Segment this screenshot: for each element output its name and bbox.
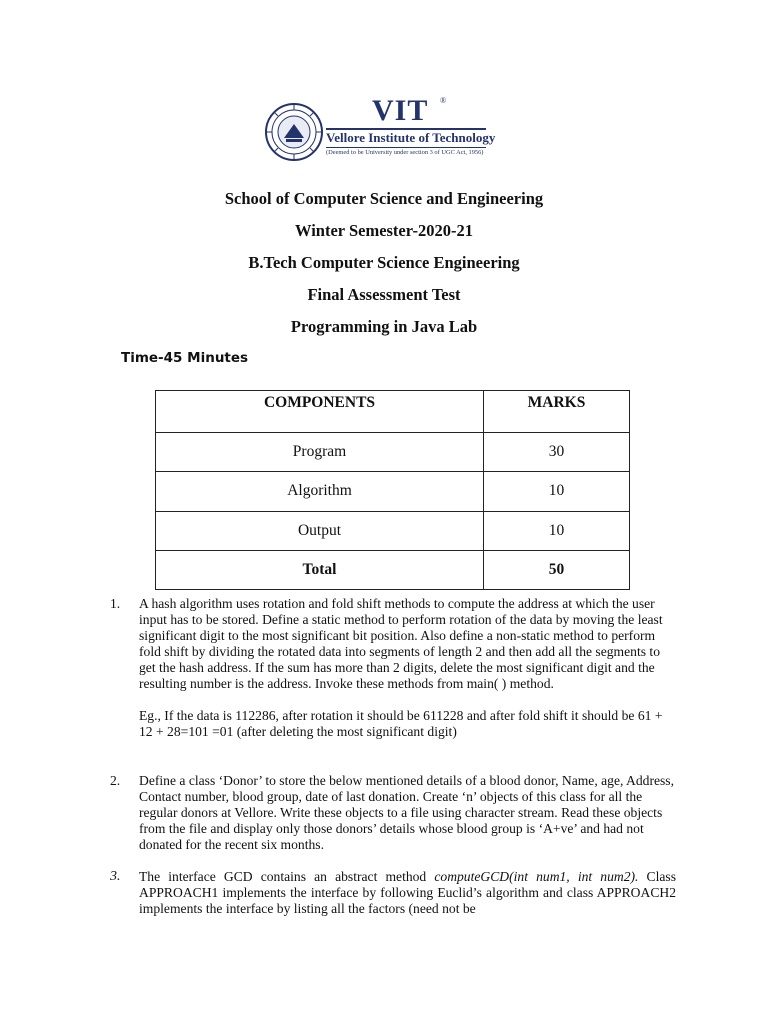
total-label: Total	[156, 550, 484, 589]
vit-wordmark: VIT	[372, 94, 429, 127]
test-heading: Final Assessment Test	[307, 285, 461, 304]
method-signature: computeGCD(int num1, int num2).	[434, 869, 639, 884]
table-row	[156, 433, 630, 472]
table-row	[156, 511, 630, 550]
course-heading: Programming in Java Lab	[290, 317, 478, 336]
question-text-before: The interface GCD contains an abstract method	[139, 869, 435, 884]
question-text: Define a class ‘Donor’ to store the below mentioned details of a blood donor, Name, age, Address, Contact number, blood group, date of last donation. Create ‘n’ objects of this class for all the regular donors at Vellore. Write these objects to a file using character stream. Read these objects from the file and display only those donors’ details whose blood group is ‘A+ve’ and had not donated for the recent six months.	[139, 773, 675, 852]
time-limit: Time-45 Minutes	[121, 350, 249, 366]
semester-heading: Winter Semester-2020-21	[295, 221, 473, 240]
registered-mark: ®	[440, 96, 447, 105]
marks-cell: 10	[484, 511, 630, 550]
marks-table	[155, 390, 630, 590]
table-total-row	[156, 550, 630, 589]
question-text: A hash algorithm uses rotation and fold shift methods to compute the address at which the user input has to be stored. Define a static method to perform rotation of the data by moving the least significant digit to the most significant bit position. Also define a non-static method to perform fold shift by dividing the rotated data into segments of length 2 and then add all the segments to get the hash address. If the sum has more than 2 digits, delete the most significant digit and the resulting number is the address. Invoke these methods from main( ) method.	[139, 596, 663, 691]
question-number: 3.	[110, 869, 121, 884]
marks-cell: 30	[484, 433, 630, 472]
school-heading: School of Computer Science and Engineering	[224, 189, 544, 208]
question-2	[110, 773, 676, 853]
deemed-note: (Deemed to be University under section 3 of UGC Act, 1956)	[326, 149, 484, 156]
total-marks: 50	[484, 550, 630, 589]
table-row	[156, 472, 630, 511]
marks-cell: 10	[484, 472, 630, 511]
header-marks: MARKS	[484, 391, 630, 433]
university-seal-icon	[264, 102, 324, 162]
question-text	[139, 869, 676, 917]
question-number: 2.	[110, 773, 121, 788]
program-heading: B.Tech Computer Science Engineering	[248, 253, 520, 272]
institute-name: Vellore Institute of Technology	[326, 130, 496, 145]
question-1	[110, 596, 676, 740]
component-cell: Output	[156, 511, 484, 550]
component-cell: Program	[156, 433, 484, 472]
question-text-after: Class APPROACH1 implements the interface by following Euclid’s algorithm and class APPROACH2 implements the interface by listing all the factors (need not be	[139, 869, 676, 916]
logo-rule-thin	[326, 147, 486, 148]
header-components: COMPONENTS	[156, 391, 484, 433]
component-cell: Algorithm	[156, 472, 484, 511]
question-example: Eg., If the data is 112286, after rotation it should be 611228 and after fold shift it should be 61 + 12 + 28=101 =01 (after deleting the most significant digit)	[139, 708, 663, 739]
vit-logo	[264, 94, 494, 164]
question-3	[110, 869, 676, 917]
question-number: 1.	[110, 596, 121, 611]
table-header-row	[156, 391, 630, 433]
